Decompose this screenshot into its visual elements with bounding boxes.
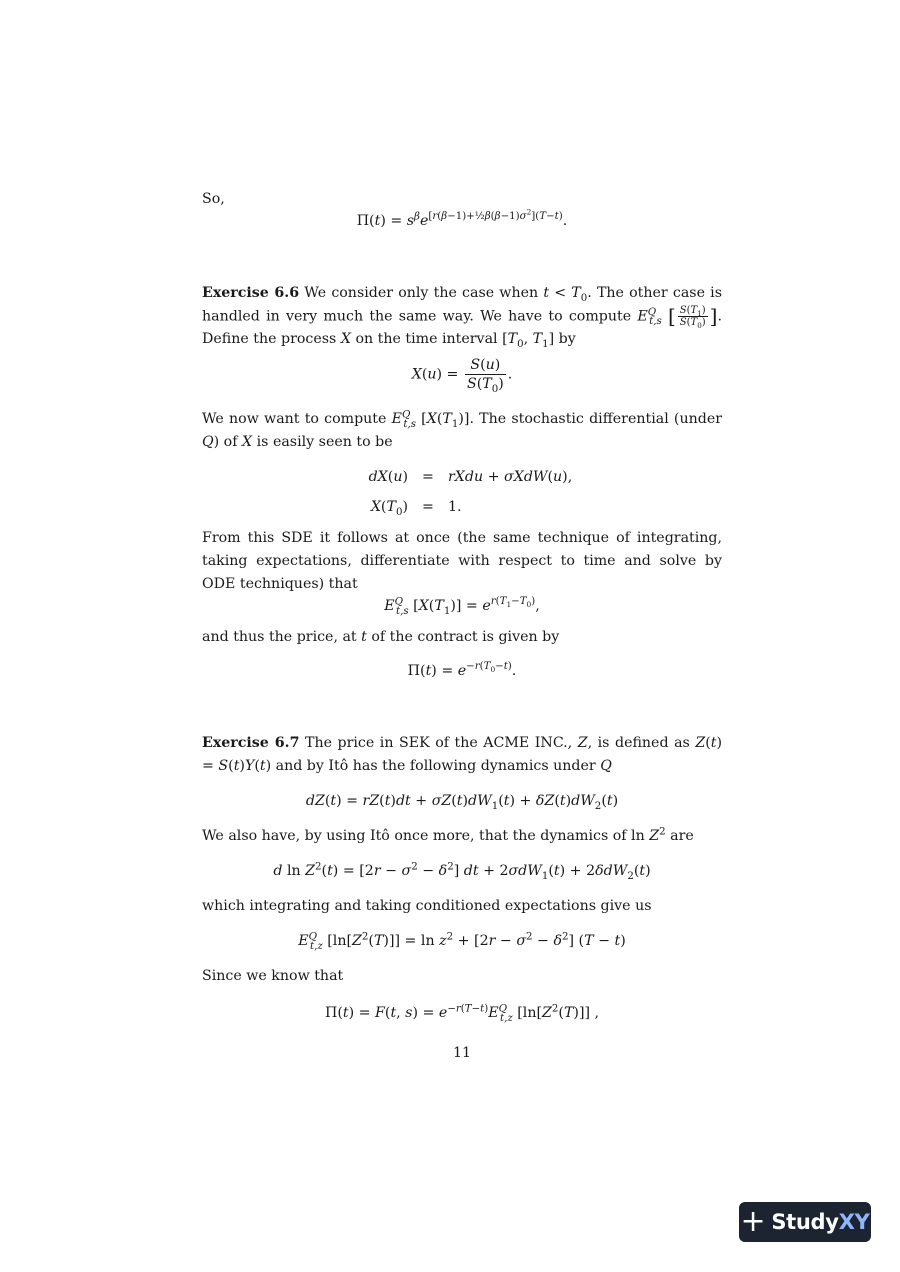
exercise-6-6-heading: Exercise 6.6 bbox=[202, 285, 300, 301]
equation-price-6-7: Π(t) = F(t, $s) = e^{-r(T-t)}E^Q_{t,z}$ $[\ln[Z^2(T)]]$ , bbox=[324, 1003, 600, 1024]
exercise-6-7-since-text: Since we know that bbox=[202, 968, 344, 984]
exercise-6-6-intro: Exercise 6.6 We consider only the case when $t < T_0$. The other case is handled in very much the same way. We have to compute $E^Q_{t,s}$ [ $\frac{S(T_1)}{S(T_0)}$ ]. Define the process X on the time interval [$T_0$, $T_1$] by bbox=[202, 285, 722, 350]
exercise-6-6-price-text: and thus the price, at t of the contract is given by bbox=[202, 629, 560, 645]
exercise-6-6-sde-intro: We now want to compute $E^Q_{t,s}$ $[X(T_1)]$. The stochastic differential (under Q) of X is easily seen to be bbox=[202, 409, 723, 450]
paragraph-so: So, bbox=[202, 191, 225, 207]
exercise-6-7-ito-text: We also have, by using Itô once more, that the dynamics of $\ln Z^2$ are bbox=[202, 826, 694, 844]
studyxy-logo[interactable] bbox=[739, 1202, 871, 1242]
logo-text: Study bbox=[771, 1210, 839, 1234]
exercise-6-7-intro: Exercise 6.7 The price in SEK of the ACME INC., Z, is defined as Z(t) = S(t)Y(t) and by Itô has the following dynamics under Q bbox=[202, 735, 722, 774]
equation-sde-system: dX(u) = rXdu + σXdW(u), $X(T_0) = 1$. bbox=[368, 469, 573, 518]
page-number: 11 bbox=[452, 1045, 472, 1061]
equation-x-definition: X(u) = $\frac{S(u)}{S(T_0)}$ . bbox=[411, 357, 513, 395]
equation-dz: $dZ(t) = rZ(t)dt + \sigma Z(t)dW_1(t) + \delta Z(t)dW_2(t)$ bbox=[305, 793, 619, 812]
equation-expected-lnz: $E^Q_{t,z}$ $[\ln[Z^2(T)]] = \ln z^2 + [2r - \sigma^2 - \delta^2] (T - t)$ bbox=[298, 931, 626, 952]
equation-expectation: $E^Q_{t,s}$ $[X(T_1)] = e^{r(T_1-T_0)}$, bbox=[384, 596, 540, 617]
equation-pi-power: $\Pi(t) = s^\beta e^{[r(\beta-1)+\frac{1}{2}\beta(\beta-1)\sigma^2](T-t)}$. bbox=[356, 207, 568, 229]
equation-dlnz: d $\ln Z^2(t) = [2r - \sigma^2 - \delta^2]$ dt + 2σdW$_1$(t) + 2δdW$_2$(t) bbox=[273, 861, 651, 882]
exercise-6-7-integration-text: which integrating and taking conditioned expectations give us bbox=[202, 898, 652, 914]
logo-text-accent: XY bbox=[838, 1210, 870, 1234]
equation-price-6-6: $\Pi(t) = e^{-r(T_0-t)}$. bbox=[407, 661, 517, 679]
exercise-6-6-sde-solution-text: From this SDE it follows at once (the same technique of integrating, taking expectations, differentiate with respect to time and solve by ODE techniques) that bbox=[202, 530, 722, 592]
exercise-6-7-heading: Exercise 6.7 bbox=[202, 735, 300, 751]
plus-icon: + bbox=[740, 1204, 766, 1239]
